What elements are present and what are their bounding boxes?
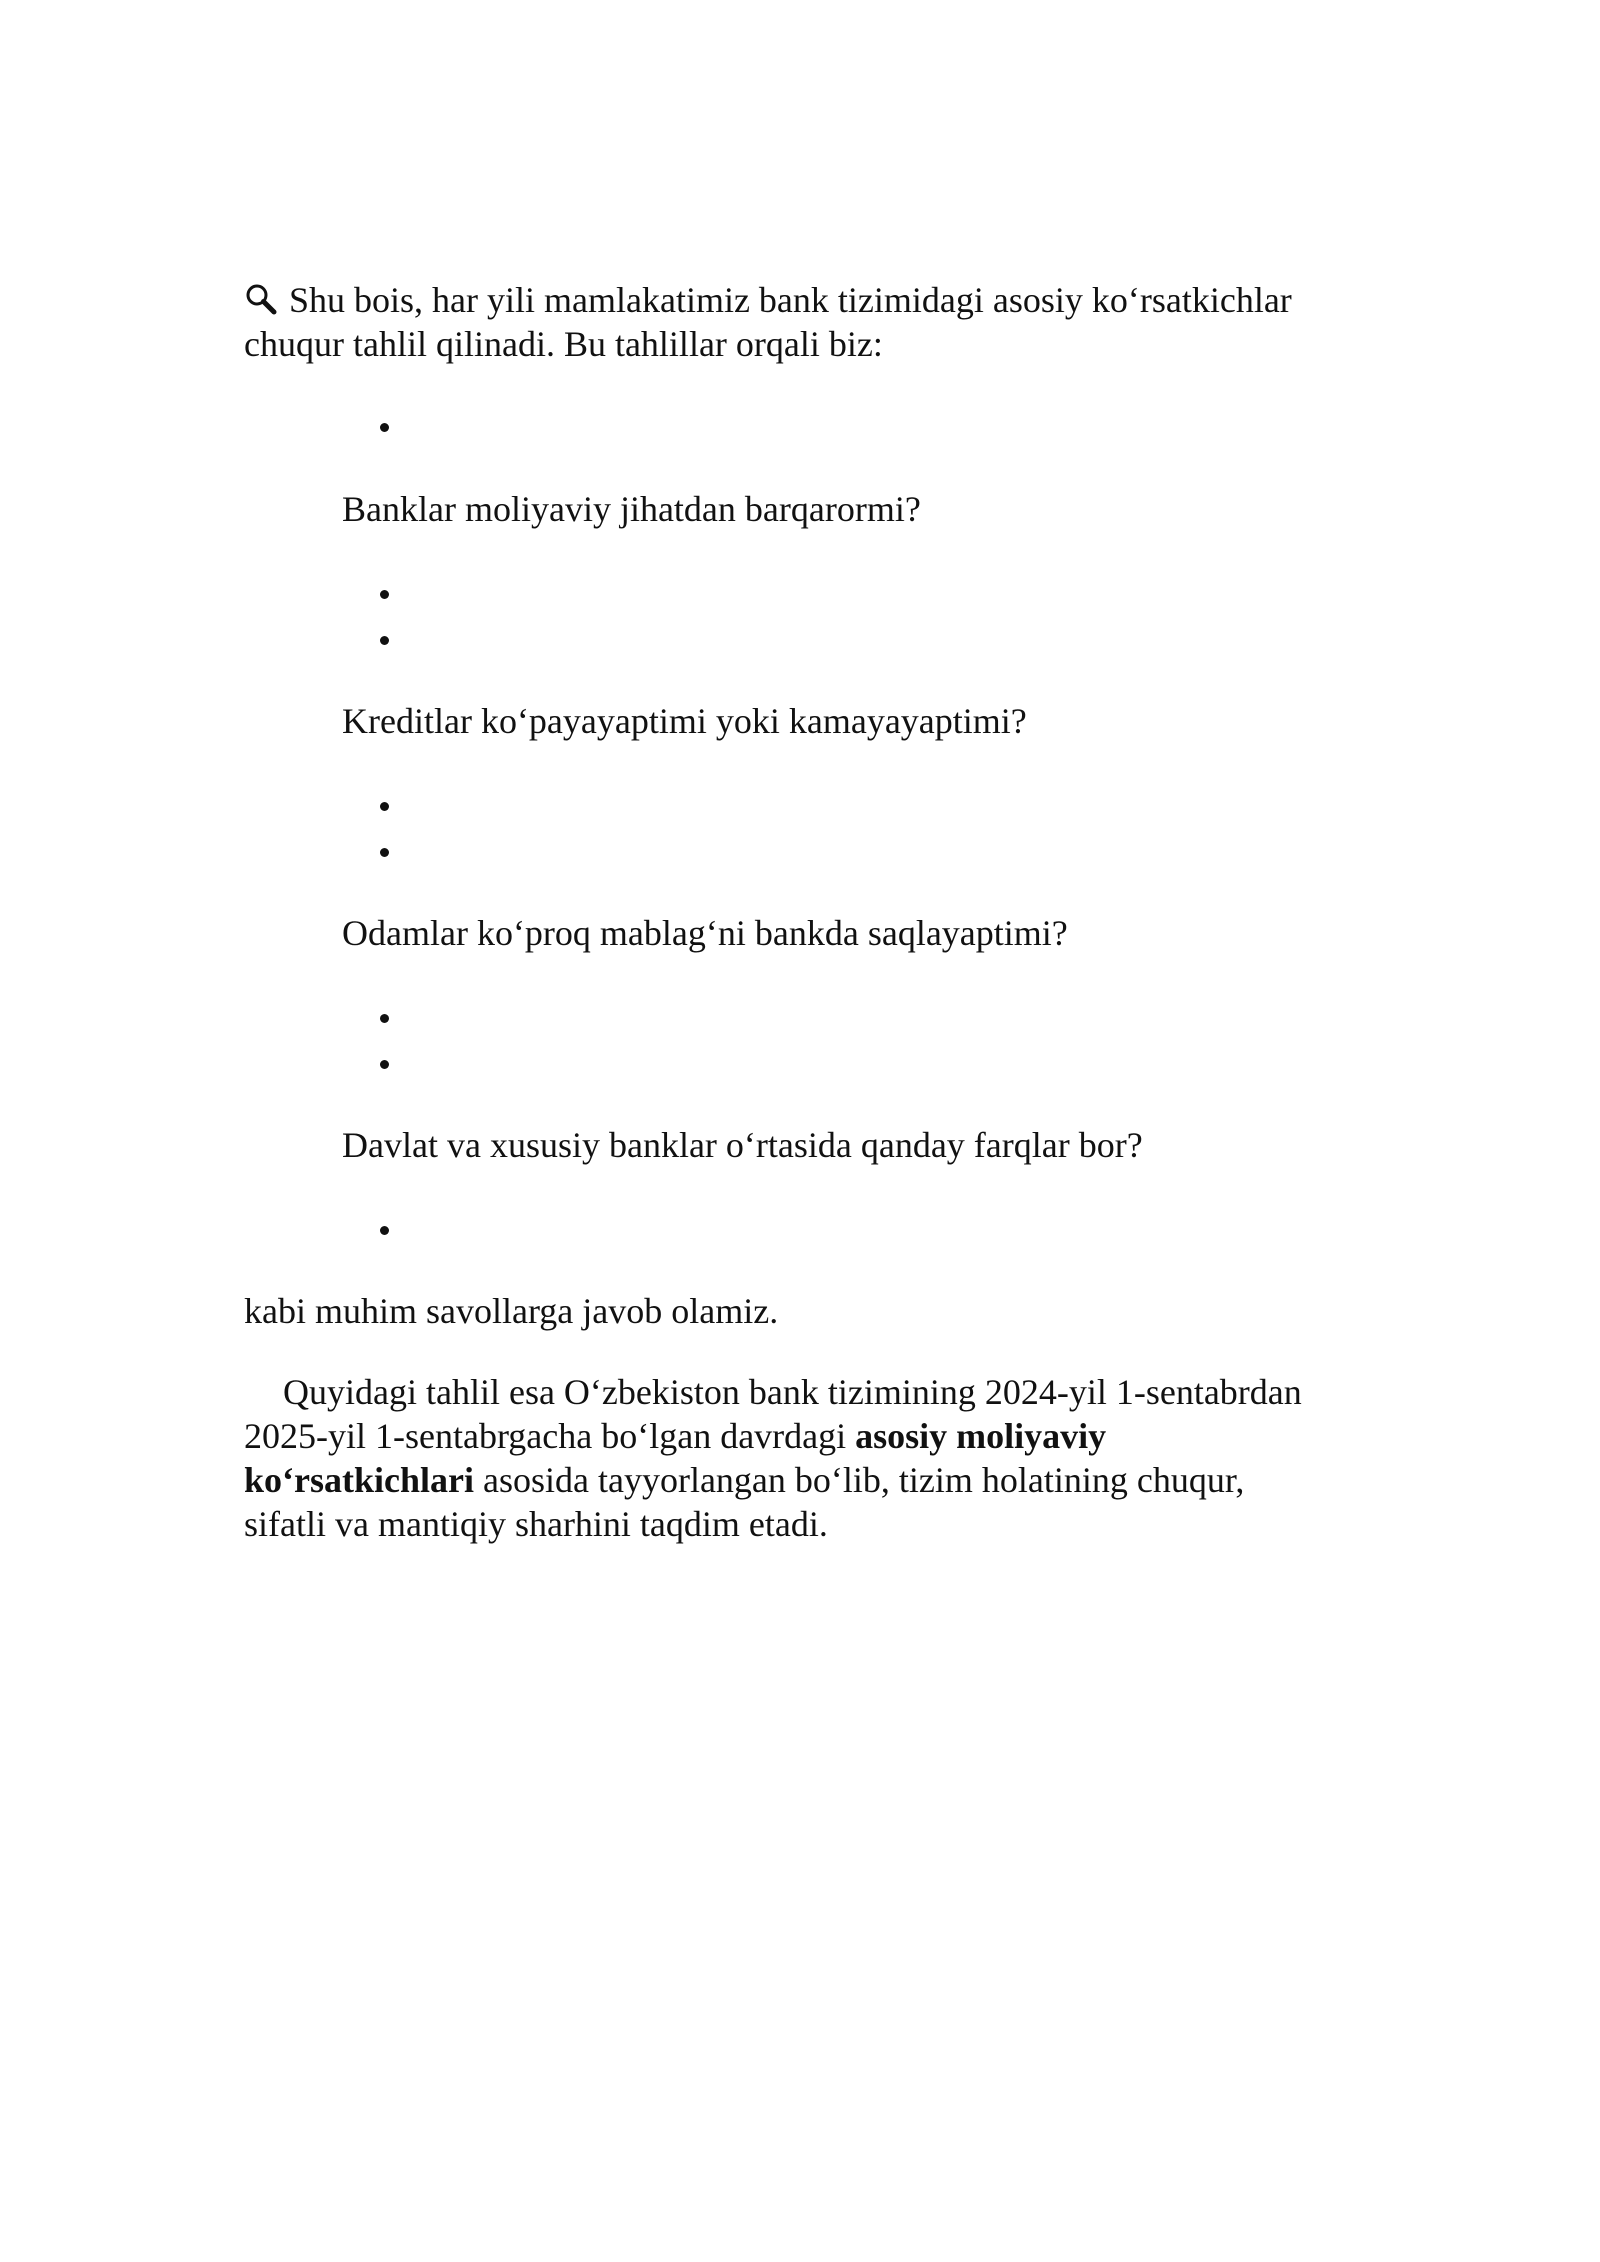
list-bullet xyxy=(380,1060,389,1069)
list-bullet xyxy=(380,636,389,645)
intro-line-1: Shu bois, har yili mamlakatimiz bank tizimidagi asosiy ko‘rsatkichlar xyxy=(289,280,1292,320)
paragraph-line-2 xyxy=(244,1414,1106,1458)
list-bullet xyxy=(380,1014,389,1023)
question-2: Kreditlar ko‘payayaptimi yoki kamayayaptimi? xyxy=(342,701,1027,741)
magnifier-icon xyxy=(244,282,278,316)
paragraph-line-2-bold: asosiy moliyaviy xyxy=(855,1416,1107,1456)
question-3: Odamlar ko‘proq mablag‘ni bankda saqlayaptimi? xyxy=(342,913,1068,953)
paragraph-line-4: sifatli va mantiqiy sharhini taqdim etadi. xyxy=(244,1504,828,1544)
list-bullet xyxy=(380,848,389,857)
intro-line-2: chuqur tahlil qilinadi. Bu tahlillar orqali biz: xyxy=(244,324,883,364)
question-1: Banklar moliyaviy jihatdan barqarormi? xyxy=(342,489,921,529)
paragraph-line-1: Quyidagi tahlil esa O‘zbekiston bank tizimining 2024-yil 1-sentabrdan xyxy=(283,1372,1302,1412)
list-bullet xyxy=(380,590,389,599)
paragraph-line-3 xyxy=(244,1458,1244,1502)
list-bullet xyxy=(380,1226,389,1235)
closing-text: kabi muhim savollarga javob olamiz. xyxy=(244,1291,779,1331)
list-bullet xyxy=(380,423,389,432)
question-4: Davlat va xususiy banklar o‘rtasida qanday farqlar bor? xyxy=(342,1125,1143,1165)
list-bullet xyxy=(380,802,389,811)
paragraph-line-3-text: asosida tayyorlangan bo‘lib, tizim holatining chuqur, xyxy=(474,1460,1245,1500)
paragraph-line-2-text: 2025-yil 1-sentabrgacha bo‘lgan davrdagi xyxy=(244,1416,856,1456)
paragraph-line-3-bold: ko‘rsatkichlari xyxy=(244,1460,474,1500)
